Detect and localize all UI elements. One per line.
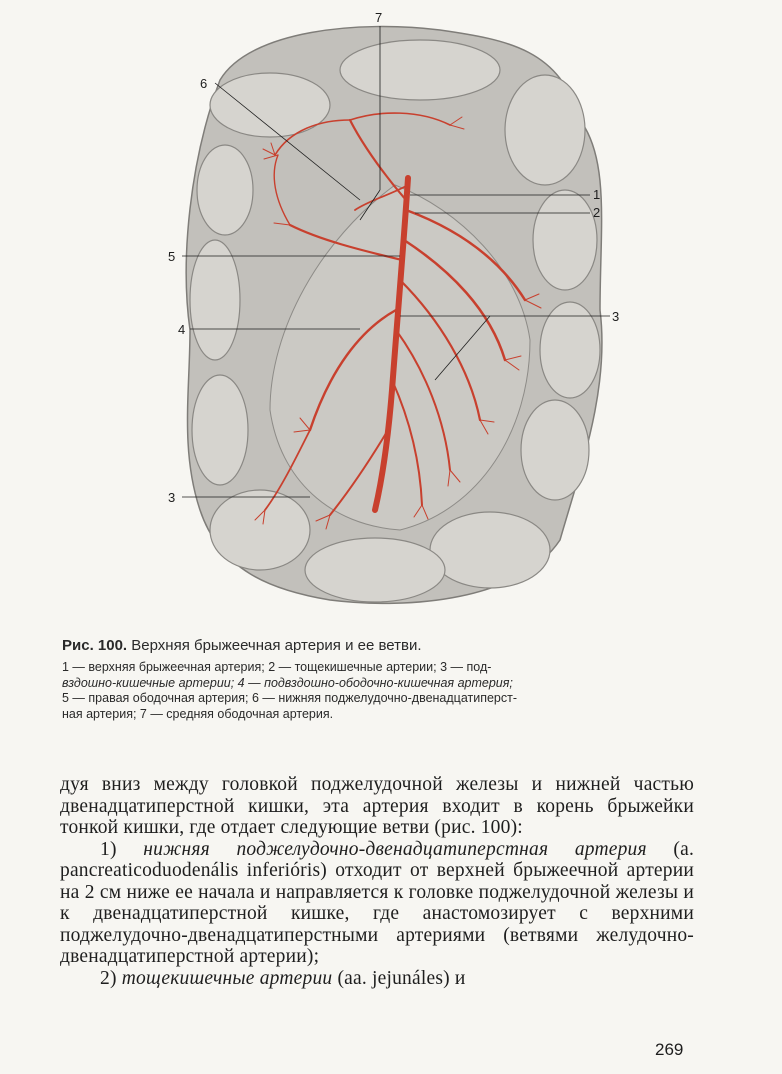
list-item <box>60 839 694 968</box>
callout-5: 5 <box>168 249 176 264</box>
caption-title <box>62 636 702 656</box>
mesenteric-artery-drawing <box>160 10 630 610</box>
list-item <box>60 968 694 990</box>
callout-2: 2 <box>593 205 601 220</box>
item-text: (a. pancreaticoduodenális inferióris) отходит от верхней брыжеечной артерии на 2 см ниже ее начала и направляется к головке поджелудочной железы и к двенадцатиперстной кишке, где анастомозирует с верхними поджелудочно-двенадцатиперстными артериями (ветвями желудочно-двенадцатиперстной артерии); <box>60 838 695 967</box>
item-term: нижняя поджелудочно-двенадцатиперстная артерия <box>143 838 647 860</box>
callout-4: 4 <box>178 322 186 337</box>
callout-7: 7 <box>375 10 383 25</box>
caption-legend <box>62 660 702 722</box>
page-number: 269 <box>655 1040 684 1059</box>
callout-3-left: 3 <box>168 490 176 505</box>
item-term: тощекишечные артерии <box>121 967 333 989</box>
callout-1: 1 <box>593 187 601 202</box>
legend-line: 5 — правая ободочная артерия; 6 — нижняя поджелудочно-двенадцатиперст- <box>62 691 518 705</box>
callout-6: 6 <box>200 76 208 91</box>
item-number: 1) <box>100 838 117 860</box>
anatomical-illustration <box>160 10 630 610</box>
body-text <box>60 774 694 989</box>
callout-3-right: 3 <box>612 309 620 324</box>
legend-line: 1 — верхняя брыжеечная артерия; 2 — тощекишечные артерии; 3 — под- <box>62 660 492 674</box>
figure-title: Верхняя брыжеечная артерия и ее ветви. <box>131 637 422 654</box>
legend-line: вздошно-кишечные артерии; 4 — подвздошно-ободочно-кишечная артерия; <box>62 675 513 690</box>
paragraph: дуя вниз между головкой поджелудочной железы и нижней частью двенадцатиперстной кишки, эта артерия входит в корень брыжейки тонкой кишки, где отдает следующие ветви (рис. 100): <box>60 774 694 838</box>
figure-label: Рис. 100. <box>62 637 128 654</box>
figure-caption <box>62 636 702 722</box>
item-text: (aa. jejunáles) и <box>337 967 466 989</box>
legend-line: ная артерия; 7 — средняя ободочная артерия. <box>62 706 334 721</box>
item-number: 2) <box>100 967 117 989</box>
